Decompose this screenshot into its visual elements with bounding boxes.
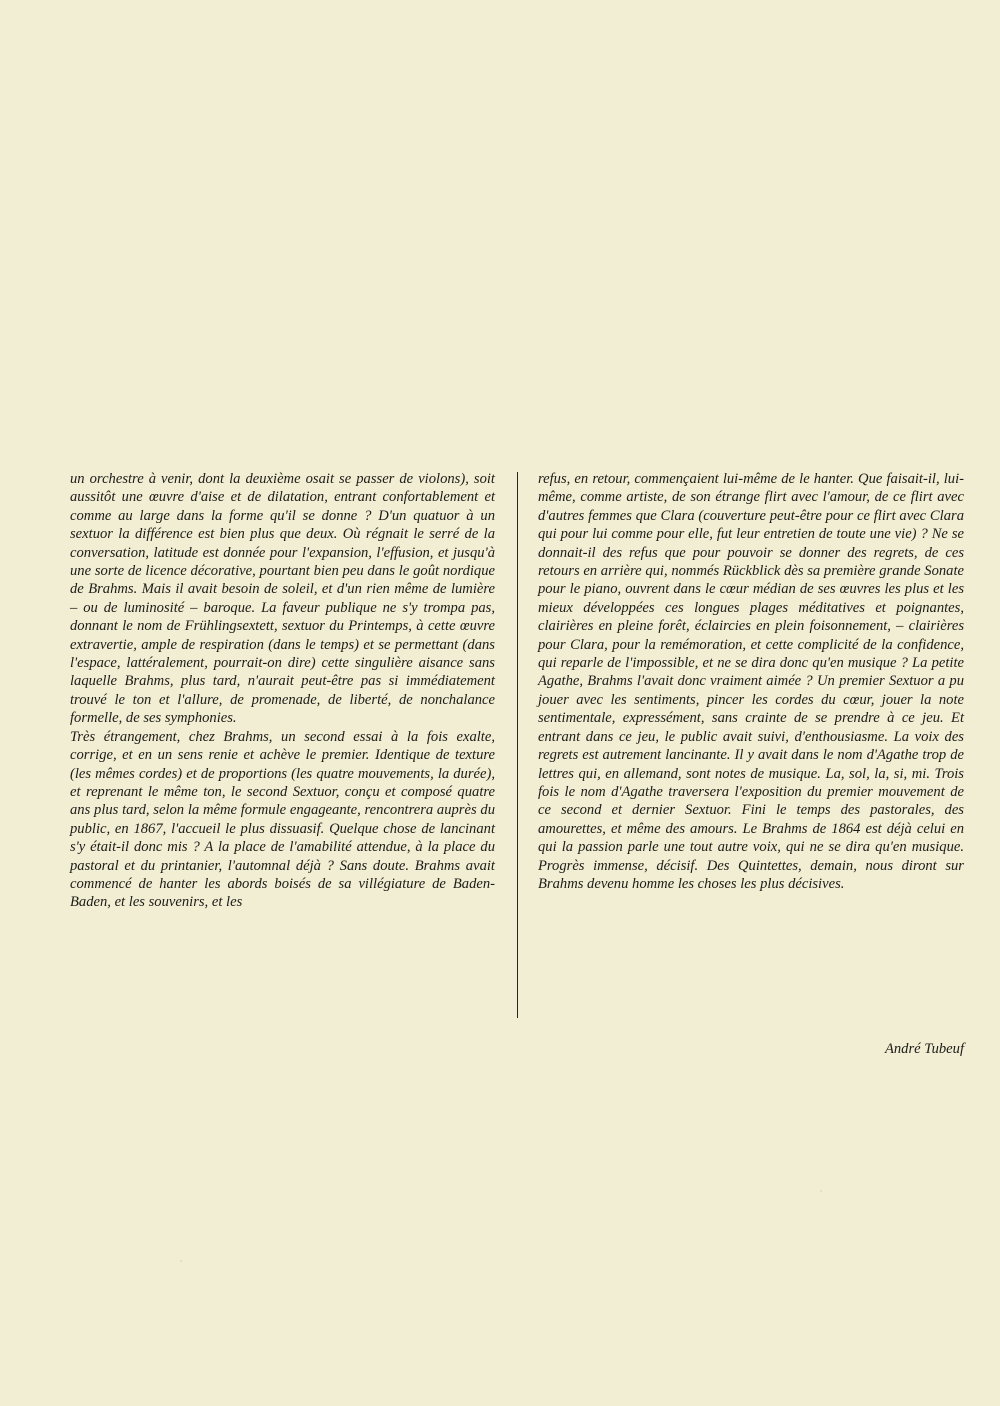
paper-speck xyxy=(820,1190,822,1192)
column-divider xyxy=(517,472,518,1018)
right-text-column xyxy=(538,470,964,893)
paper-speck xyxy=(180,1260,182,1262)
left-text-column xyxy=(70,470,495,912)
author-signature: André Tubeuf xyxy=(884,1041,964,1057)
paragraph: Très étrangement, chez Brahms, un second essai à la fois exalte, corrige, et en un sens renie et achève le premier. Identique de texture (les mêmes cordes) et de proportions (les quatre mouvements, la durée), et reprenant le même ton, le second Sextuor, conçu et composé quatre ans plus tard, selon la même formule engageante, rencontrera auprès du public, en 1867, l'accueil le plus dissuasif. Quelque chose de lancinant s'y était-il donc mis ? A la place de l'amabilité attendue, à la place du pastoral et du printanier, l'automnal déjà ? Sans doute. Brahms avait commencé de hanter les abords boisés de sa villégiature de Baden-Baden, et les souvenirs, et les xyxy=(70,728,495,911)
paragraph: un orchestre à venir, dont la deuxième osait se passer de violons), soit aussitôt une œuvre d'aise et de dilatation, entrant confortablement et comme au large dans la forme qu'il se donne ? D'un quatuor à un sextuor la différence est bien plus que deux. Où régnait le serré de la conversation, latitude est donnée pour l'expansion, l'effusion, et jusqu'à une sorte de licence décorative, pourtant bien peu dans le goût nordique de Brahms. Mais il avait besoin de soleil, et d'un rien même de lumière – ou de luminosité – baroque. La faveur publique ne s'y trompa pas, donnant le nom de Frühlingsextett, sextuor du Printemps, à cette œuvre extravertie, ample de respiration (dans le temps) et se permettant (dans l'espace, lattéralement, pourrait-on dire) cette singulière aisance sans laquelle Brahms, plus tard, n'aurait peut-être pas si immédiatement trouvé le ton et l'allure, de promenade, de liberté, de nonchalance formelle, de ses symphonies. xyxy=(70,471,495,727)
paragraph: refus, en retour, commençaient lui-même de le hanter. Que faisait-il, lui-même, comme artiste, de son étrange flirt avec l'amour, de ce flirt avec d'autres femmes que Clara (couverture peut-être pour ce flirt avec Clara qui pour lui comme pour elle, fut leur entretien de toute une vie) ? Ne se donnait-il des refus que pour pouvoir se donner des regrets, de ces retours en arrière qui, nommés Rückblick dès sa première grande Sonate pour le piano, ouvrent dans le cœur médian de ses œuvres les plus et les mieux développées ces longues plages méditatives et poignantes, clairières en pleine forêt, éclaircies en plein foisonnement, – clairières pour Clara, pour la remémoration, et cette complicité de la confidence, qui reparle de l'impossible, et ne se dira donc qu'en musique ? La petite Agathe, Brahms l'avait donc vraiment aimée ? Un premier Sextuor a pu jouer avec les sentiments, pincer les cordes du cœur, jouer la note sentimentale, expressément, sans crainte de se prendre à ce jeu. Et entrant dans ce jeu, le public avait suivi, d'enthousiasme. La voix des regrets est autrement lancinante. Il y avait dans le nom d'Agathe trop de lettres qui, en allemand, sont notes de musique. La, sol, la, si, mi. Trois fois le nom d'Agathe traversera l'exposition du premier mouvement de ce second et dernier Sextuor. Fini le temps des pastorales, des amourettes, et même des amours. Le Brahms de 1864 est déjà celui en qui la passion parle une tout autre voix, qui ne se dira qu'en musique. Progrès immense, décisif. Des Quintettes, demain, nous diront sur Brahms devenu homme les choses les plus décisives. xyxy=(538,471,964,892)
